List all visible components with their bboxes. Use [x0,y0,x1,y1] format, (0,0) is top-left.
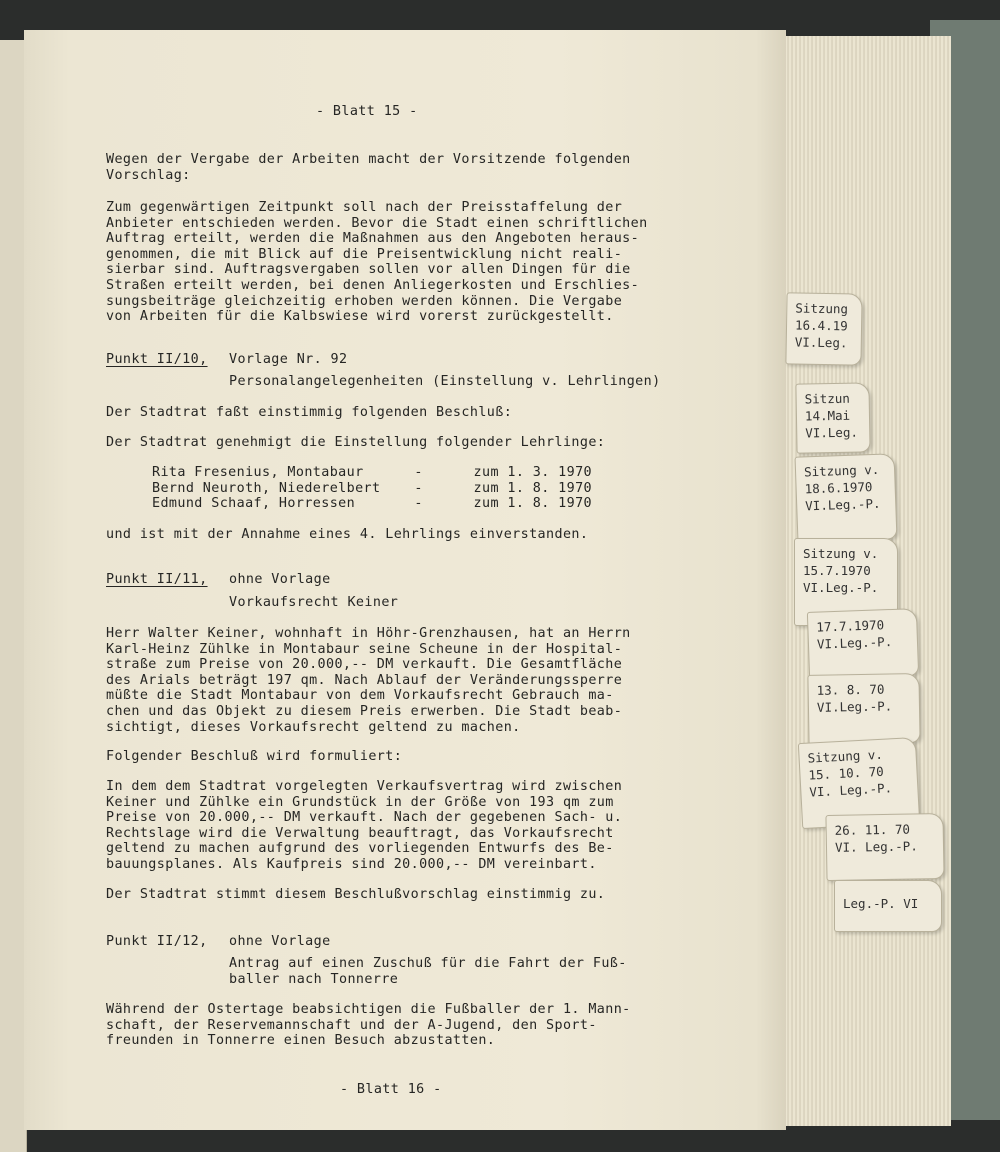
proposal-paragraph: Zum gegenwärtigen Zeitpunkt soll nach der Preisstaffelung der Anbieter entschieden werden. Bevor die Stadt einen schriftlichen Auftrag erteilt, werden die Maßnahmen aus den Angeboten heraus- genommen, die mit Blick auf die Preisentwicklung nicht reali- sierbar sind. Auftragsvergaben sollen vor allen Dingen für die Straßen erteilt werden, bei denen Anliegerkosten und Erschlies- sungsbeiträge gleichzeitig erhoben werden können. Die Vergabe von Arbeiten für die Kalbswiese wird vorerst zurückgestellt. [106,200,648,325]
punkt-12-body: Während der Ostertage beabsichtigen die Fußballer der 1. Mann- schaft, der Reservemannschaft und der A-Jugend, den Sport- freunden in Tonnerre einen Besuch abzustatten. [106,1002,631,1049]
index-tab-14-mai[interactable]: Sitzun 14.Mai VI.Leg. [795,382,870,453]
page-footer: - Blatt 16 - [340,1082,442,1097]
punkt-11-label: Punkt II/11, [106,572,208,587]
document-page [24,30,786,1130]
index-tab-16-4[interactable]: Sitzung 16.4.19 VI.Leg. [785,292,862,365]
index-tab-17-7[interactable]: 17.7.1970 VI.Leg.-P. [807,608,919,680]
index-tab-13-8[interactable]: 13. 8. 70 VI.Leg.-P. [807,673,920,745]
index-tab-26-11[interactable]: 26. 11. 70 VI. Leg.-P. [825,813,944,881]
punkt-11-subject: Vorkaufsrecht Keiner [229,595,399,610]
punkt-10-vorlage: Vorlage Nr. 92 [229,352,348,367]
punkt-11-vorlage: ohne Vorlage [229,572,331,587]
index-tab-18-6[interactable]: Sitzung v. 18.6.1970 VI.Leg.-P. [795,453,898,542]
lehrlinge-list: Rita Fresenius, Montabaur - zum 1. 3. 1970 Bernd Neuroth, Niederelbert - zum 1. 8. 1970 Edmund Schaaf, Horressen - zum 1. 8. 1970 [152,465,593,512]
punkt-10-beschluss: Der Stadtrat faßt einstimmig folgenden Beschluß: [106,405,513,420]
punkt-11-body: Herr Walter Keiner, wohnhaft in Höhr-Grenzhausen, hat an Herrn Karl-Heinz Zühlke in Montabaur seine Scheune in der Hospital- straße zum Preise von 20.000,-- DM verkauft. Die Gesamtfläche des Arials beträgt 197 qm. Nach Ablauf der Veränderungssperre müßte die Stadt Montabaur von dem Vorkaufsrecht Gebrauch ma- chen und das Objekt zu diesem Preis erwerben. Die Stadt beab- sichtigt, dieses Vorkaufsrecht geltend zu machen. [106,626,631,735]
punkt-11-formuliert: Folgender Beschluß wird formuliert: [106,749,403,764]
index-tab-15-10[interactable]: Sitzung v. 15. 10. 70 VI. Leg.-P. [798,737,920,829]
punkt-11-beschluss: In dem dem Stadtrat vorgelegten Verkaufsvertrag wird zwischen Keiner und Zühlke ein Grundstück in der Größe von 193 qm zum Preise von 20.000,-- DM verkauft. Nach der gegebenen Sach- u. Rechtslage wird die Verwaltung beauftragt, das Vorkaufsrecht geltend zu machen aufgrund des vorliegenden Entwurfs des Be- bauungsplanes. Als Kaufpreis sind 20.000,-- DM vereinbart. [106,779,623,872]
intro-paragraph: Wegen der Vergabe der Arbeiten macht der Vorsitzende folgenden Vorschlag: [106,152,631,183]
punkt-10-genehmigt: Der Stadtrat genehmigt die Einstellung folgender Lehrlinge: [106,435,606,450]
punkt-10-subject: Personalangelegenheiten (Einstellung v. Lehrlingen) [229,374,661,389]
punkt-10-closing: und ist mit der Annahme eines 4. Lehrlings einverstanden. [106,527,589,542]
punkt-11-zustimmung: Der Stadtrat stimmt diesem Beschlußvorschlag einstimmig zu. [106,887,606,902]
index-tab-15-7[interactable]: Sitzung v. 15.7.1970 VI.Leg.-P. [794,538,898,626]
punkt-12-vorlage: ohne Vorlage [229,934,331,949]
index-tab-leg-p-vi[interactable]: Leg.-P. VI [834,880,942,932]
page-header: - Blatt 15 - [316,104,418,119]
punkt-12-subject: Antrag auf einen Zuschuß für die Fahrt der Fuß- baller nach Tonnerre [229,956,627,987]
punkt-10-label: Punkt II/10, [106,352,208,367]
punkt-12-label: Punkt II/12, [106,934,208,949]
previous-page-edge [0,40,27,1152]
